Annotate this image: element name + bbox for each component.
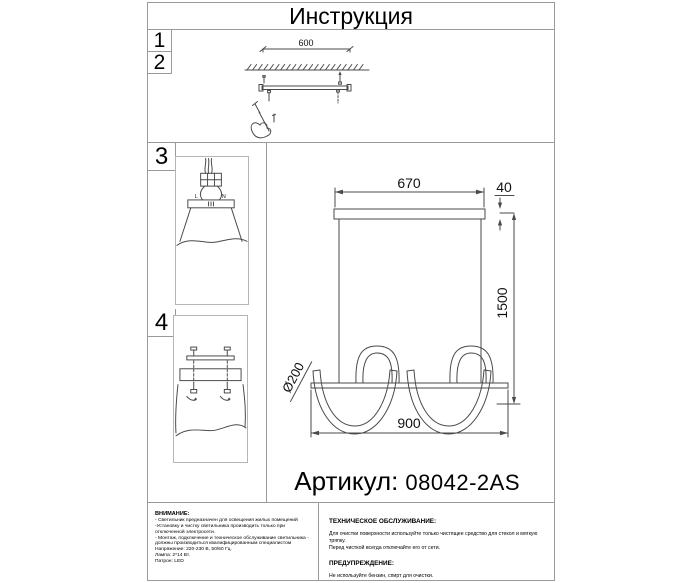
article-number: 08042-2AS [405,470,520,495]
wire-label-live: L [194,193,198,200]
dimension-shade-diameter: Ø200 [279,359,308,395]
step-number-4 [148,309,176,337]
dimension-suspension-height: 1500 [494,287,510,319]
step-number-3-label: 3 [154,142,169,170]
dimension-canopy-width: 670 [397,175,421,191]
step-4-box [173,315,248,463]
step-number-2 [148,52,172,74]
attention-line: Патрон: LED [155,559,184,565]
warning-line: Не используйте бензин, спирт для очистки. [329,573,434,580]
ceiling-bracket-diagram [148,30,553,142]
attention-line: - Монтаж, подключение и техническое обслуживание светильника - должны производиться квалифицированным специалистом [155,535,309,547]
warning-heading: ПРЕДУПРЕЖДЕНИЕ: [329,560,395,568]
step-number-3 [148,143,176,171]
page-title: Инструкция [148,3,554,30]
attention-line: Лампа: 2*14 Вт. [155,553,190,559]
section-main [148,143,554,503]
dimension-bracket-width: 600 [298,38,314,48]
attention-line: Напряжение: 220-230 В, 50/60 Гц. [155,547,232,553]
maintenance-notice [320,503,554,580]
attention-heading: ВНИМАНИЕ: [155,511,190,517]
step-number-1-label: 1 [153,28,166,52]
step-number-1 [148,30,172,52]
dimension-fixture-length: 900 [397,415,421,431]
maintenance-line: Для очистки поверхности используйте только чистящее средство для стекол и мягкую тряпку. [329,531,538,545]
instruction-sheet [147,2,555,581]
step-3-box [175,156,249,305]
wiring-diagram [176,157,248,304]
attention-line: - Светильник предназначен для освещения жилых помещений [155,517,298,523]
section-steps-1-2 [148,30,554,143]
spiral-shade-left-front [313,370,397,434]
spiral-shade-left-back [356,346,399,383]
maintenance-heading: ТЕХНИЧЕСКОЕ ОБСЛУЖИВАНИЕ: [329,518,437,525]
step-number-4-label: 4 [154,308,169,336]
warning-notice [329,560,544,580]
fixture-technical-drawing [267,143,554,502]
canopy-mounting-diagram [174,316,247,462]
attention-notice [148,503,319,580]
section-notices [148,503,554,580]
attention-line: -Установку и чистку светильника производить только при отключенной электросети. [155,523,286,535]
maintenance-line: Перед чисткой всегда отключайте его от сети. [329,545,441,552]
wire-label-neutral: N [221,193,226,200]
step-number-2-label: 2 [153,50,166,74]
steps-column [148,143,267,502]
hand-screwdriver-icon [251,102,275,138]
article-line [294,466,520,497]
spiral-shade-right-back [450,346,493,383]
article-label: Артикул: [294,466,399,496]
dimension-canopy-thickness: 40 [496,179,512,195]
